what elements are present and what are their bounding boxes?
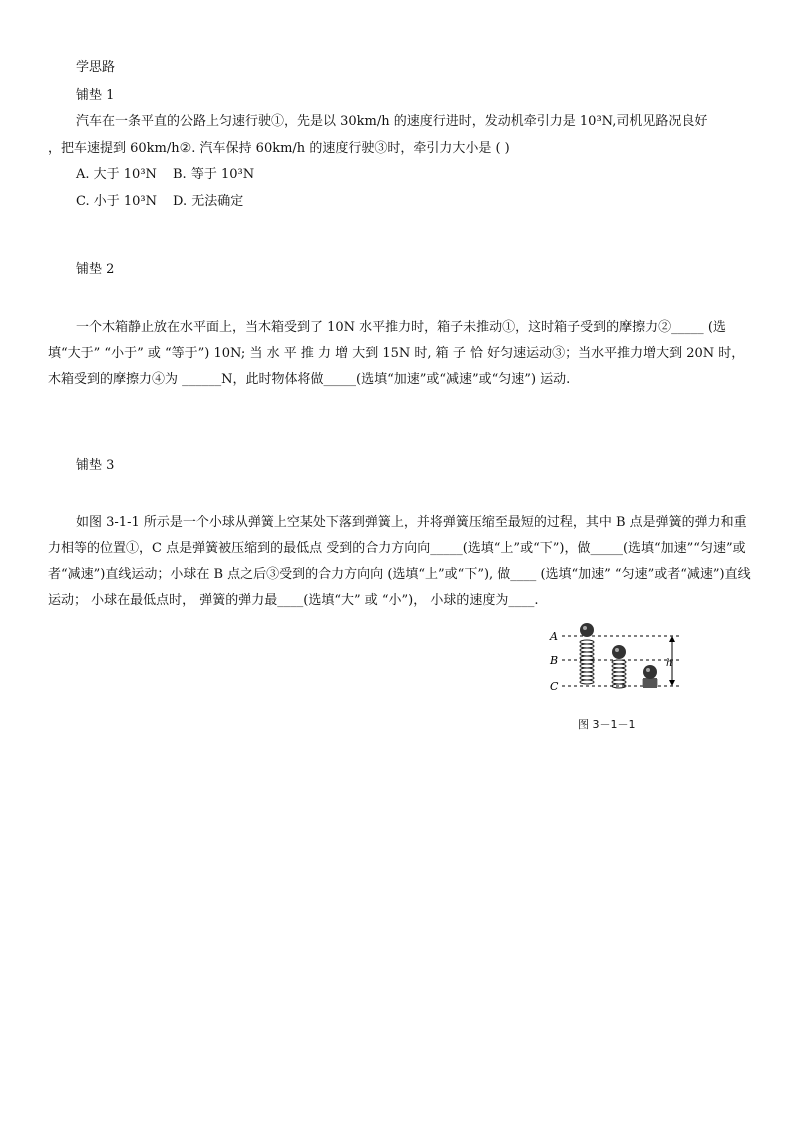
section-title: 学思路 <box>76 60 116 75</box>
spring-figure <box>540 614 700 730</box>
q1-option-b: B. 等于 10³N <box>173 167 255 182</box>
q1-option-a: A. 大于 10³N <box>76 167 157 182</box>
q2-text: 一个木箱静止放在水平面上，当木箱受到了 10N 水平推力时，箱子未推动①，这时箱子受到的摩擦力②_____ (选填“大于” “小于” 或 “等于”) 10N; 当 水 平 推 力 增 大到 15N 时, 箱 子 恰 好匀速运动③；当水平推力增大到 20N 时，木箱受到的摩擦力④为 ______N，此时物体将做_____(选填“加速”或“减速”或“匀速”) 运动. <box>48 320 745 387</box>
label-b: B <box>550 654 559 667</box>
spring-fully-compressed <box>643 678 657 688</box>
figure-caption: 图 3－1－1 <box>578 718 636 731</box>
q3-title: 铺垫 3 <box>76 458 115 473</box>
spring-half-compressed <box>612 660 626 688</box>
q1-option-c: C. 小于 10³N <box>76 194 158 209</box>
ball-at-b <box>612 645 626 659</box>
label-a: A <box>550 630 558 643</box>
ball-at-a <box>580 623 594 637</box>
q3-text: 如图 3-1-1 所示是一个小球从弹簧上空某处下落到弹簧上，并将弹簧压缩至最短的过程，其中 B 点是弹簧的弹力和重力相等的位置①，C 点是弹簧被压缩到的最低点 受到的合力方向向_____(选填“上”或“下”)，做_____(选填“加速”“匀速”或者“减速”)直线运动；小球在 B 点之后③受到的合力方向向 (选填“上”或“下”), 做____ (选填“加速” “匀速”或者“减速”)直线运动； 小球在最低点时， 弹簧的弹力最____(选填“大” 或 “小”)， 小球的速度为____. <box>48 515 751 608</box>
q2-title: 铺垫 2 <box>76 262 115 277</box>
q1-line1: 汽车在一条平直的公路上匀速行驶①，先是以 30km/h 的速度行进时，发动机牵引力是 10³N,司机见路况良好 <box>76 114 708 129</box>
label-c: C <box>550 680 559 693</box>
spring-uncompressed <box>580 640 594 684</box>
q1-line2: ，把车速提到 60km/h②. 汽车保持 60km/h 的速度行驶③时，牵引力大小是 ( ) <box>48 141 510 156</box>
ball-at-c <box>643 665 657 679</box>
q1-title: 铺垫 1 <box>76 88 115 103</box>
label-h: h <box>666 658 673 669</box>
q1-option-d: D. 无法确定 <box>173 194 244 209</box>
